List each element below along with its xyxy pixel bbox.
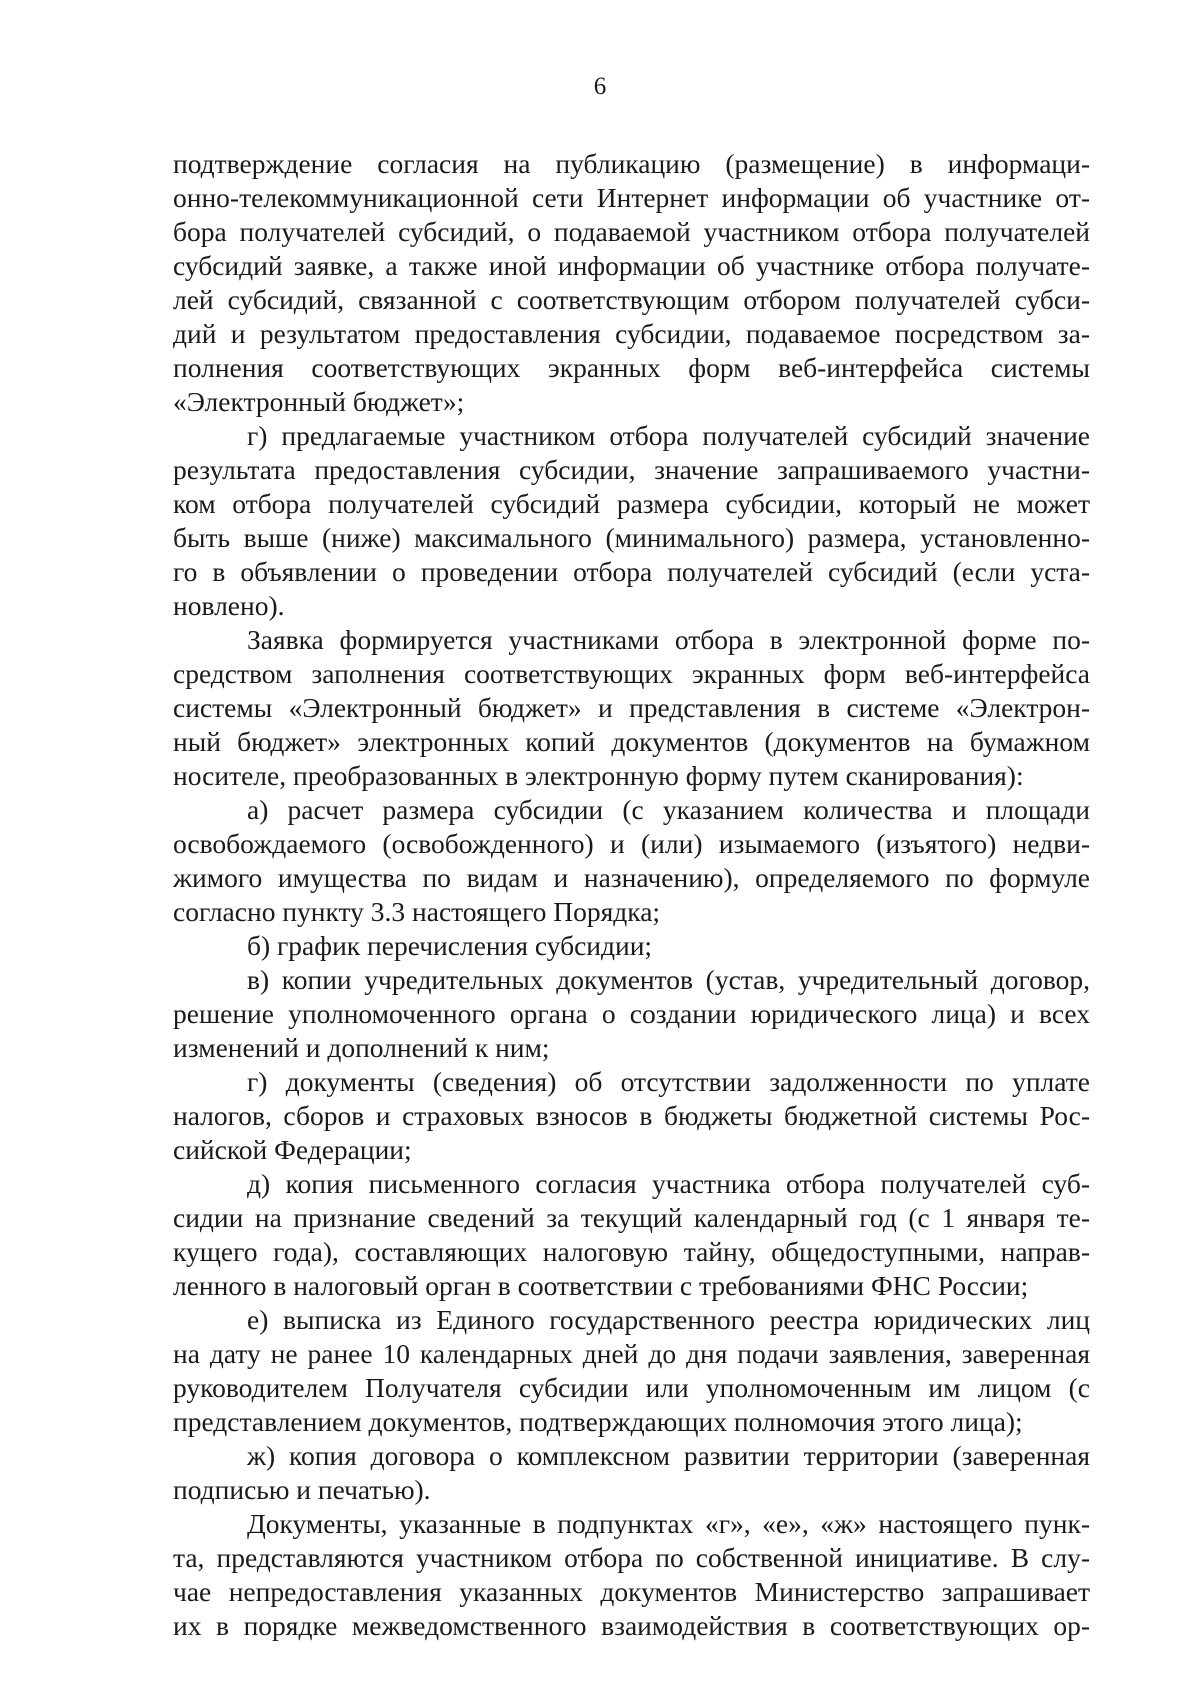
text-line: полнения соответствующих экранных форм веб-интерфейса системы <box>173 352 1090 383</box>
text-line: средством заполнения соответствующих экранных форм веб-интерфейса <box>173 658 1090 689</box>
text-line: носителе, преобразованных в электронную форму путем сканирования): <box>173 760 1024 791</box>
text-line: жимого имущества по видам и назначению), определяемого по формуле <box>173 862 1090 893</box>
text-line: сийской Федерации; <box>173 1134 412 1165</box>
text-line: сидии на признание сведений за текущий календарный год (с 1 января те- <box>173 1202 1090 1233</box>
text-line: на дату не ранее 10 календарных дней до дня подачи заявления, заверенная <box>173 1338 1090 1369</box>
text-line: их в порядке межведомственного взаимодействия в соответствующих ор- <box>173 1610 1090 1641</box>
text-line: согласно пункту 3.3 настоящего Порядка; <box>173 896 661 927</box>
text-line: налогов, сборов и страховых взносов в бюджеты бюджетной системы Рос- <box>173 1100 1090 1131</box>
text-line: лей субсидий, связанной с соответствующим отбором получателей субси- <box>173 284 1090 315</box>
document-body <box>173 147 1090 1643</box>
text-line: дий и результатом предоставления субсидии, подаваемое посредством за- <box>173 318 1090 349</box>
text-line: ж) копия договора о комплексном развитии территории (заверенная <box>247 1440 1090 1471</box>
text-line: го в объявлении о проведении отбора получателей субсидий (если уста- <box>173 556 1090 587</box>
text-line: освобождаемого (освобожденного) и (или) изымаемого (изъятого) недви- <box>173 828 1090 859</box>
text-line: в) копии учредительных документов (устав, учредительный договор, <box>247 964 1090 995</box>
text-line: представлением документов, подтверждающих полномочия этого лица); <box>173 1406 1023 1437</box>
text-line: «Электронный бюджет»; <box>173 386 465 417</box>
text-line: кущего года), составляющих налоговую тайну, общедоступными, направ- <box>173 1236 1090 1267</box>
text-line: г) документы (сведения) об отсутствии задолженности по уплате <box>247 1066 1090 1097</box>
page-number: 6 <box>593 73 607 100</box>
text-line: ком отбора получателей субсидий размера субсидии, который не может <box>173 488 1090 519</box>
text-line: подтверждение согласия на публикацию (размещение) в информаци- <box>173 148 1090 179</box>
text-line: субсидий заявке, а также иной информации об участнике отбора получате- <box>173 250 1090 281</box>
text-line: результата предоставления субсидии, значение запрашиваемого участни- <box>173 454 1090 485</box>
text-line: быть выше (ниже) максимального (минимального) размера, установленно- <box>173 522 1090 553</box>
text-line: руководителем Получателя субсидии или уполномоченным им лицом (с <box>173 1372 1090 1403</box>
text-line: б) график перечисления субсидии; <box>247 930 653 961</box>
text-line: онно-телекоммуникационной сети Интернет информации об участнике от- <box>173 182 1090 213</box>
text-line: чае непредоставления указанных документов Министерство запрашивает <box>173 1576 1090 1607</box>
text-line: а) расчет размера субсидии (с указанием количества и площади <box>247 794 1090 825</box>
text-line: е) выписка из Единого государственного реестра юридических лиц <box>247 1304 1090 1335</box>
text-line: Заявка формируется участниками отбора в электронной форме по- <box>247 624 1090 655</box>
text-line: ный бюджет» электронных копий документов (документов на бумажном <box>173 726 1090 757</box>
text-line: д) копия письменного согласия участника отбора получателей суб- <box>247 1168 1090 1199</box>
text-line: Документы, указанные в подпунктах «г», «е», «ж» настоящего пунк- <box>247 1508 1090 1539</box>
text-line: новлено). <box>173 590 285 621</box>
text-line: ленного в налоговый орган в соответствии с требованиями ФНС России; <box>173 1270 1029 1301</box>
text-line: бора получателей субсидий, о подаваемой участником отбора получателей <box>173 216 1090 247</box>
text-line: решение уполномоченного органа о создании юридического лица) и всех <box>173 998 1090 1029</box>
text-line: системы «Электронный бюджет» и представления в системе «Электрон- <box>173 692 1090 723</box>
text-line: изменений и дополнений к ним; <box>173 1032 550 1063</box>
text-line: г) предлагаемые участником отбора получателей субсидий значение <box>247 420 1090 451</box>
text-line: подписью и печатью). <box>173 1474 431 1505</box>
text-line: та, представляются участником отбора по собственной инициативе. В слу- <box>173 1542 1090 1573</box>
